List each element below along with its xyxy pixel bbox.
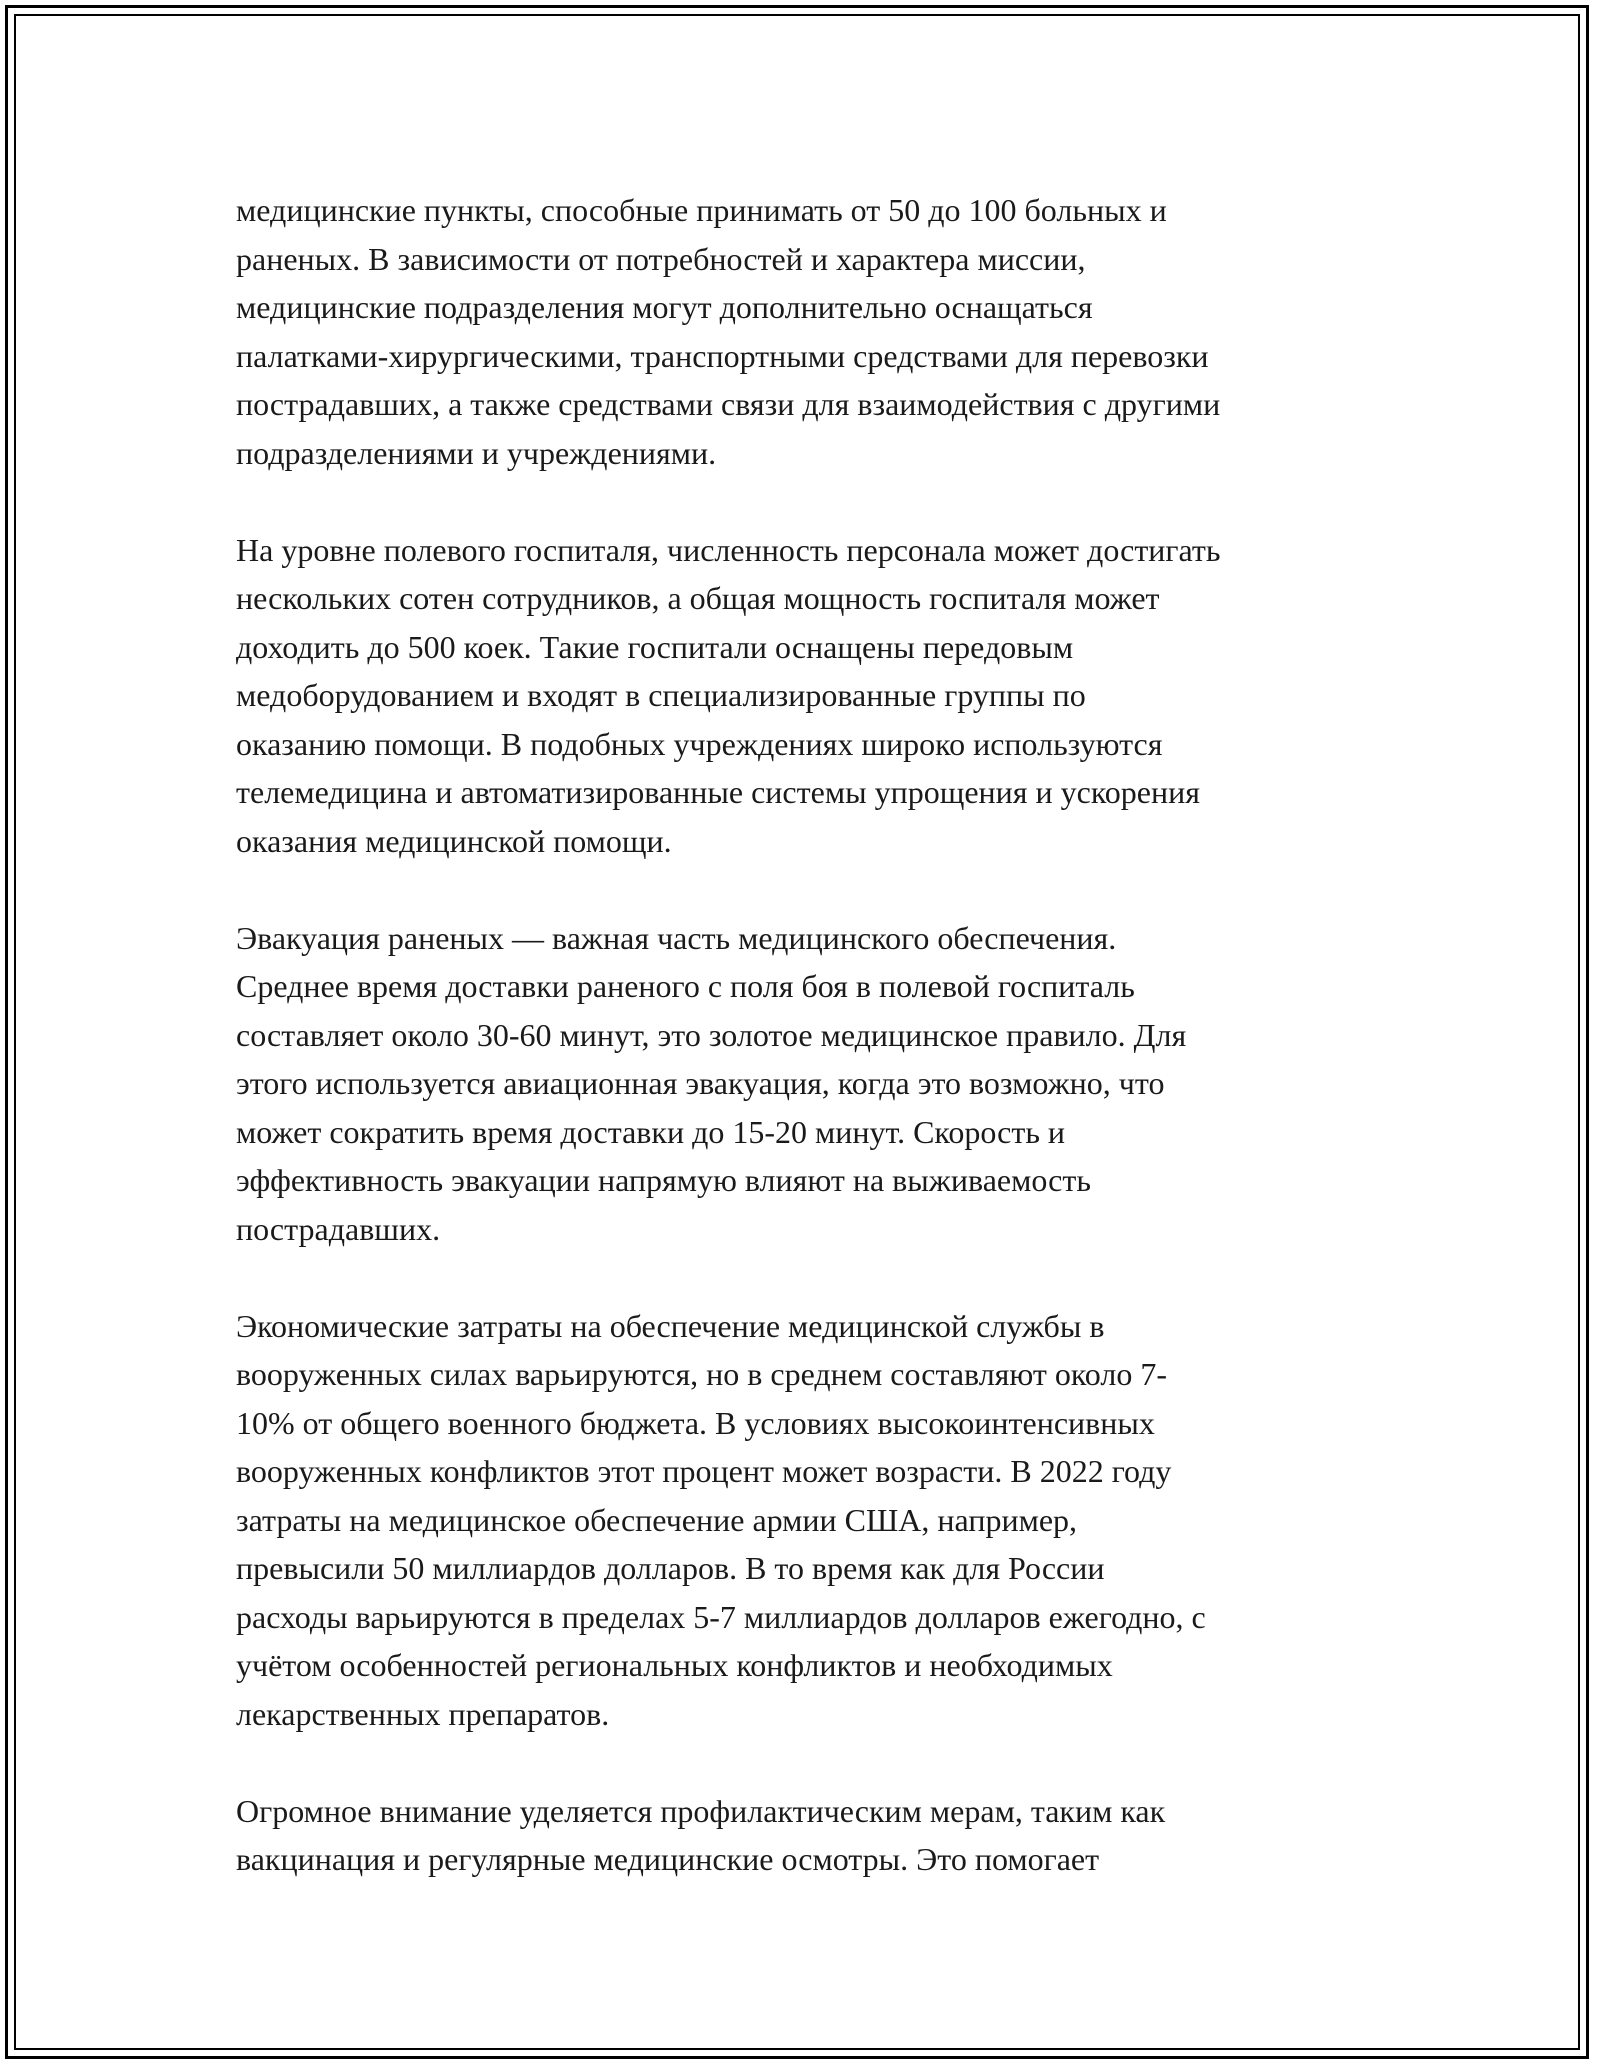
paragraph-evacuation <box>236 914 1396 1254</box>
text-line: Эвакуация раненых — важная часть медицинского обеспечения. <box>236 919 1117 956</box>
text-line: медицинские подразделения могут дополнительно оснащаться <box>236 289 1093 325</box>
text-line: учётом особенностей региональных конфликтов и необходимых <box>236 1647 1113 1683</box>
text-line: составляет около 30-60 минут, это золотое медицинское правило. Для <box>236 1016 1187 1053</box>
text-line: пострадавших, а также средствами связи для взаимодействия с другими <box>236 386 1221 422</box>
text-line: превысили 50 миллиардов долларов. В то время как для России <box>236 1550 1105 1586</box>
text-line: оказания медицинской помощи. <box>236 822 672 859</box>
text-line: оказанию помощи. В подобных учреждениях широко используются <box>236 725 1163 762</box>
text-line: нескольких сотен сотрудников, а общая мощность госпиталя может <box>236 580 1160 616</box>
text-line: подразделениями и учреждениями. <box>236 434 717 471</box>
text-line: Огромное внимание уделяется профилактическим мерам, таким как <box>236 1792 1166 1829</box>
text-line: вакцинация и регулярные медицинские осмотры. Это помогает <box>236 1841 1100 1877</box>
text-line: вооруженных конфликтов этот процент может возрасти. В 2022 году <box>236 1453 1172 1489</box>
text-line: палатками-хирургическими, транспортными средствами для перевозки <box>236 337 1209 374</box>
paragraph-economic-costs <box>236 1302 1396 1739</box>
text-line: вооруженных силах варьируются, но в среднем составляют около 7- <box>236 1356 1167 1392</box>
paragraph-medical-units <box>236 186 1396 477</box>
text-line: доходить до 500 коек. Такие госпитали оснащены передовым <box>236 628 1074 665</box>
paragraph-prevention <box>236 1787 1396 1884</box>
text-line: расходы варьируются в пределах 5-7 миллиардов долларов ежегодно, с <box>236 1598 1206 1635</box>
text-line: медоборудованием и входят в специализированные группы по <box>236 677 1086 713</box>
text-line: лекарственных препаратов. <box>236 1695 610 1732</box>
document-body <box>236 186 1396 1932</box>
text-line: этого используется авиационная эвакуация, когда это возможно, что <box>236 1065 1165 1101</box>
text-line: пострадавших. <box>236 1210 441 1247</box>
paragraph-field-hospital <box>236 526 1396 866</box>
text-line: раненых. В зависимости от потребностей и характера миссии, <box>236 240 1086 277</box>
text-line: На уровне полевого госпиталя, численность персонала может достигать <box>236 531 1221 568</box>
text-line: медицинские пункты, способные принимать от 50 до 100 больных и <box>236 192 1167 228</box>
text-line: затраты на медицинское обеспечение армии США, например, <box>236 1501 1078 1538</box>
text-line: телемедицина и автоматизированные системы упрощения и ускорения <box>236 774 1200 810</box>
text-line: может сократить время доставки до 15-20 минут. Скорость и <box>236 1113 1066 1150</box>
text-line: Среднее время доставки раненого с поля боя в полевой госпиталь <box>236 968 1135 1004</box>
text-line: Экономические затраты на обеспечение медицинской службы в <box>236 1307 1105 1344</box>
text-line: 10% от общего военного бюджета. В условиях высокоинтенсивных <box>236 1404 1155 1441</box>
text-line: эффективность эвакуации напрямую влияют на выживаемость <box>236 1162 1091 1198</box>
